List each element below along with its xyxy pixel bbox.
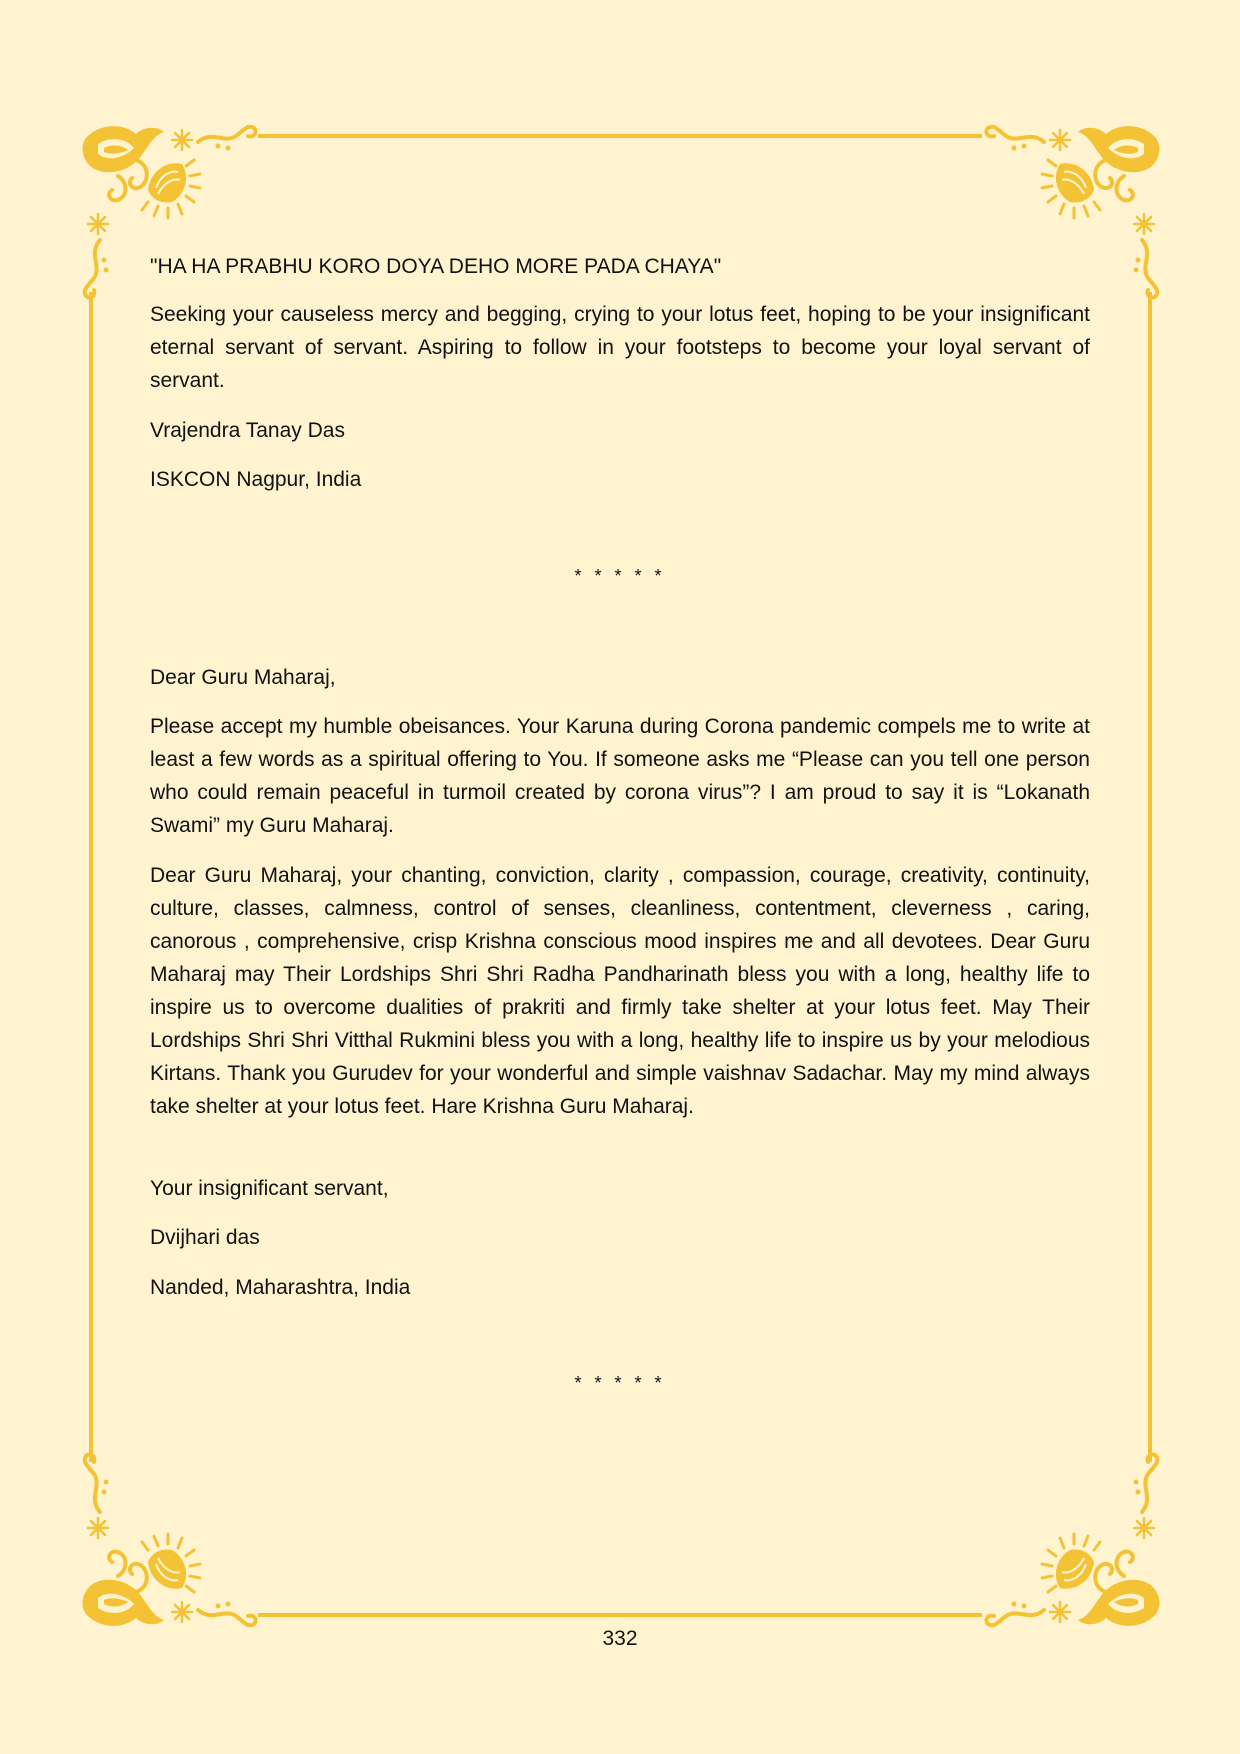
letter2-paragraph1: Please accept my humble obeisances. Your Karuna during Corona pandemic compels me to write at least a few words as a spiritual offering to You. If someone asks me “Please can you tell one person who could remain peaceful in turmoil created by corona virus”? I am proud to say it is “Lokanath Swami” my Guru Maharaj. <box>150 715 1090 837</box>
frame-bottom-rule <box>258 1613 982 1617</box>
page-number: 332 <box>602 1627 638 1650</box>
frame-top-rule <box>258 134 982 138</box>
letter2-signature-name: Dvijhari das <box>150 1226 260 1249</box>
letter2-closing: Your insignificant servant, <box>150 1177 389 1200</box>
floral-corner-icon <box>78 1452 258 1632</box>
frame-left-rule <box>89 292 93 1462</box>
letter1-paragraph: Seeking your causeless mercy and begging, crying to your lotus feet, hoping to be your insignificant eternal servant of servant. Aspiring to follow in your footsteps to become your loyal servant of servant. <box>150 303 1090 392</box>
section-separator: * * * * * <box>574 566 666 586</box>
letter2-paragraph2: Dear Guru Maharaj, your chanting, conviction, clarity , compassion, courage, creativity, continuity, culture, classes, calmness, control of senses, cleanliness, contentment, cleverness , caring, canorous , comprehensive, crisp Krishna conscious mood inspires me and all devotees. Dear Guru Maharaj may Their Lordships Shri Shri Radha Pandharinath bless you with a long, healthy life to inspire us to overcome dualities of prakriti and firmly take shelter at your lotus feet. May Their Lordships Shri Shri Vitthal Rukmini bless you with a long, healthy life to inspire us by your melodious Kirtans. Thank you Gurudev for your wonderful and simple vaishnav Sadachar. May my mind always take shelter at your lotus feet. Hare Krishna Guru Maharaj. <box>150 864 1090 1118</box>
letter2-salutation: Dear Guru Maharaj, <box>150 666 336 689</box>
letter1-signature-name: Vrajendra Tanay Das <box>150 419 345 442</box>
frame-right-rule <box>1148 292 1152 1462</box>
letter2-signature-place: Nanded, Maharashtra, India <box>150 1276 411 1299</box>
letter1-signature-place: ISKCON Nagpur, India <box>150 468 362 491</box>
floral-corner-icon <box>984 1452 1164 1632</box>
section-separator: * * * * * <box>574 1373 666 1393</box>
letter1-title: "HA HA PRABHU KORO DOYA DEHO MORE PADA CHAYA" <box>150 255 722 278</box>
